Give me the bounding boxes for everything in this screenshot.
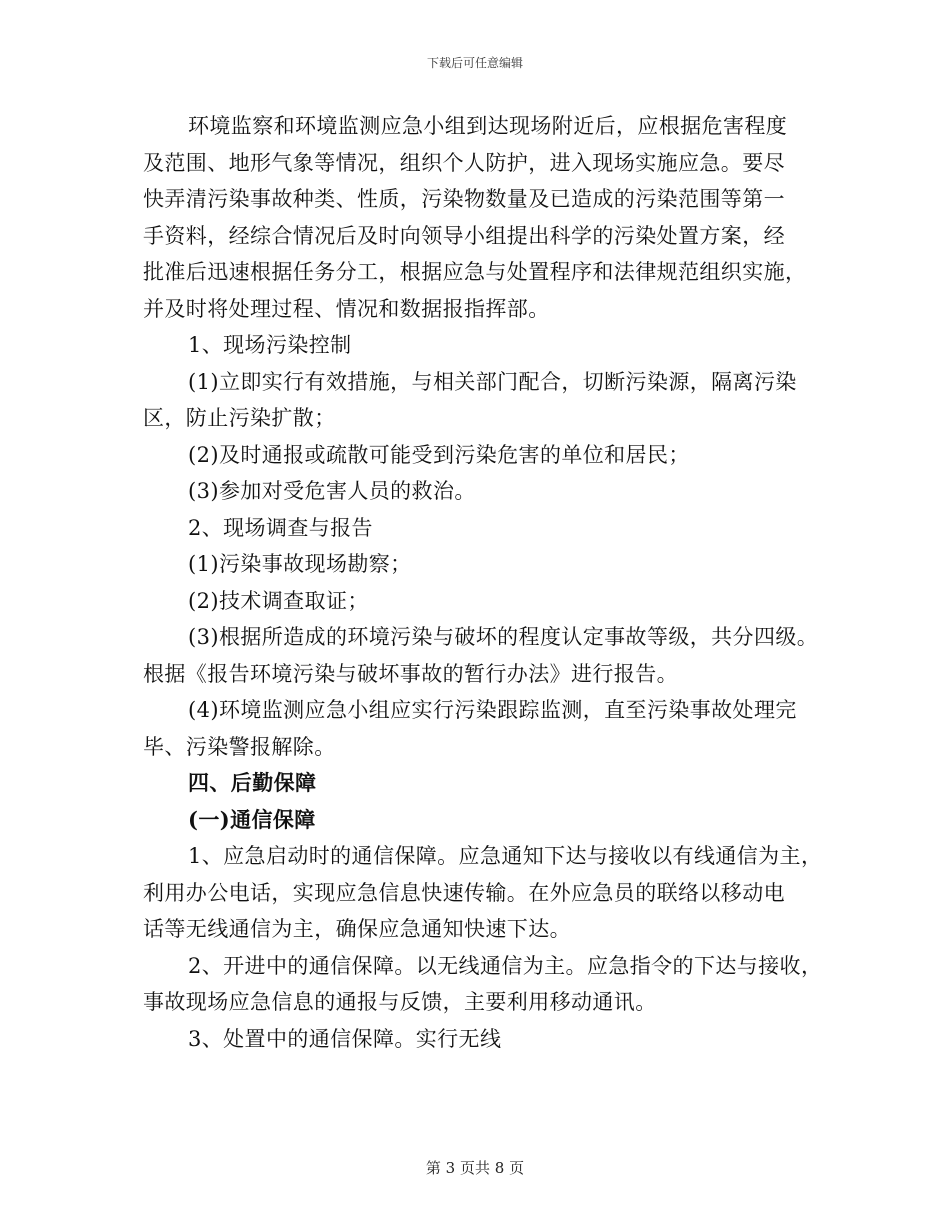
- text-line: 利用办公电话，实现应急信息快速传输。在外应急员的联络以移动电: [143, 880, 785, 905]
- text-line: 2、现场调查与报告: [188, 515, 373, 540]
- document-body: [143, 108, 823, 1057]
- paragraph-emergency-response: [143, 108, 823, 327]
- list-item: [143, 473, 823, 510]
- text-line: 毕、污染警报解除。: [143, 734, 336, 759]
- text-line: 四、后勤保障: [188, 770, 317, 795]
- text-line: 1、应急启动时的通信保障。应急通知下达与接收以有线通信为主，: [188, 844, 823, 868]
- text-line: (3)根据所造成的环境污染与破坏的程度认定事故等级，共分四级。: [188, 625, 819, 649]
- text-line: (4)环境监测应急小组应实行污染跟踪监测，直至污染事故处理完: [188, 698, 797, 722]
- list-item: [143, 692, 823, 765]
- text-line: 3、处置中的通信保障。实行无线: [188, 1026, 502, 1051]
- text-line: 2、开进中的通信保障。以无线通信为主。应急指令的下达与接收，: [188, 953, 823, 978]
- text-line: (1)污染事故现场勘察；: [188, 552, 412, 576]
- list-item: [143, 546, 823, 583]
- text-line: 及范围、地形气象等情况，组织个人防护，进入现场实施应急。要尽: [143, 150, 785, 175]
- heading-site-investigation: [143, 510, 823, 547]
- text-line: 区，防止污染扩散；: [143, 406, 336, 430]
- text-line: (一)通信保障: [188, 806, 316, 832]
- list-item: [143, 437, 823, 474]
- text-line: (3)参加对受危害人员的救治。: [188, 479, 476, 503]
- paragraph-transit-communication: [143, 948, 823, 1021]
- heading-site-pollution-control: [143, 327, 823, 364]
- text-line: 手资料，经综合情况后及时向领导小组提出科学的污染处置方案，经: [143, 223, 785, 248]
- text-line: 事故现场应急信息的通报与反馈，主要利用移动通讯。: [143, 990, 657, 1014]
- page-number: 第 3 页共 8 页: [425, 1159, 525, 1177]
- text-line: 话等无线通信为主，确保应急通知快速下达。: [143, 917, 571, 941]
- subsection-heading-communication: [143, 802, 823, 839]
- list-item: [143, 583, 823, 620]
- text-line: 1、现场污染控制: [188, 333, 352, 357]
- page-header: 下载后可任意编辑: [426, 56, 523, 70]
- text-line: (1)立即实行有效措施，与相关部门配合，切断污染源，隔离污染: [188, 369, 797, 394]
- text-line: 快弄清污染事故种类、性质，污染物数量及已造成的污染范围等第一: [143, 187, 785, 211]
- text-line: 并及时将处理过程、情况和数据报指挥部。: [143, 296, 550, 321]
- text-line: 根据《报告环境污染与破坏事故的暂行办法》进行报告。: [143, 661, 678, 686]
- paragraph-startup-communication: [143, 838, 823, 948]
- list-item: [143, 619, 823, 692]
- list-item: [143, 364, 823, 437]
- section-heading-logistics: [143, 765, 823, 802]
- text-line: (2)及时通报或疏散可能受到污染危害的单位和居民；: [188, 442, 690, 467]
- text-line: 批准后迅速根据任务分工，根据应急与处置程序和法律规范组织实施，: [143, 260, 807, 284]
- paragraph-disposal-communication: [143, 1021, 823, 1058]
- text-line: (2)技术调查取证；: [188, 588, 369, 613]
- text-line: 环境监察和环境监测应急小组到达现场附近后，应根据危害程度: [188, 114, 788, 138]
